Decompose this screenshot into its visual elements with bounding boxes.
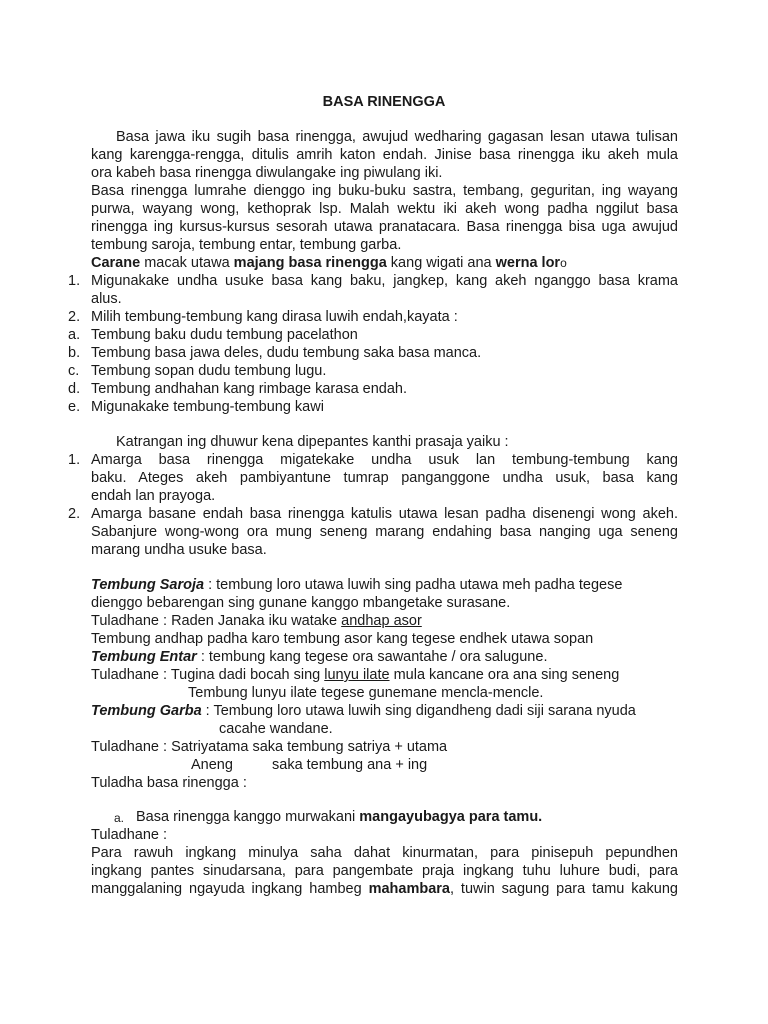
list-item-c: Tembung sopan dudu tembung lugu. — [91, 363, 327, 379]
list1-item1-line-2: alus. — [91, 291, 122, 307]
section-a-p3-text: manggalaning ngayuda ingkang hambeg — [91, 881, 369, 897]
section-a-para-line-3 — [91, 881, 678, 898]
section-a-p3-rest: , tuwin sagung para tamu kakung — [449, 881, 679, 897]
entar-example-label: Tuladhane : Tugina dadi bocah sing — [91, 667, 325, 683]
carane-bold-2: werna lor — [495, 255, 561, 271]
garba-example-1: Tuladhane : Satriyatama saka tembung satriya + utama — [91, 739, 448, 755]
saroja-term: Tembung Saroja — [91, 577, 205, 593]
carane-word: Carane — [91, 255, 141, 271]
garba-example-2-word: Aneng — [191, 757, 233, 773]
garba-term: Tembung Garba — [91, 703, 202, 719]
entar-example — [91, 667, 619, 684]
tuladha-heading: Tuladha basa rinengga : — [91, 775, 247, 791]
saroja-explanation: Tembung andhap padha karo tembung asor kang tegese endhek utawa sopan — [91, 631, 594, 647]
intro-p1-line-2: kang karengga-rengga, ditulis amrih katon endah. Jinise basa rinengga iku akeh mula — [91, 147, 678, 163]
katrangan-item2-number: 2. — [68, 506, 81, 522]
entar-term: Tembung Entar — [91, 649, 197, 665]
list1-item2-number: 2. — [68, 309, 81, 325]
list1-item1-number: 1. — [68, 273, 81, 289]
carane-text-3: o — [560, 256, 567, 270]
katrangan-item1-number: 1. — [68, 452, 81, 468]
section-a-text: Basa rinengga kanggo murwakani — [136, 809, 360, 825]
intro-p2-line-4: tembung saroja, tembung entar, tembung garba. — [91, 237, 402, 253]
intro-p1-line-3: ora kabeh basa rinengga diwulangake ing piwulang iki. — [91, 165, 443, 181]
katrangan-item2-line-3: marang undha usuke basa. — [91, 542, 267, 558]
katrangan-item1-line-2: baku. Ateges akeh pambiyantune tumrap panganggone undha usuk, basa kang — [91, 470, 678, 486]
garba-definition-line-2: cacahe wandane. — [219, 721, 333, 737]
saroja-definition-line-2: dienggo bebarengan sing gunane kanggo mbangetake surasane. — [91, 595, 511, 611]
intro-p2-line-3: rinengga ing kursus-kursus sesorah utawa pranatacara. Basa rinengga bisa uga awujud — [91, 219, 678, 235]
page-title: BASA RINENGGA — [322, 94, 446, 110]
list-letter-e: e. — [68, 399, 81, 415]
saroja-example — [91, 613, 422, 630]
list-item-b: Tembung basa jawa deles, dudu tembung saka basa manca. — [91, 345, 482, 361]
section-a-bold: mangayubagya para tamu. — [359, 809, 543, 825]
carane-text-2: kang wigati ana — [386, 255, 496, 271]
list-item-d: Tembung andhahan kang rimbage karasa endah. — [91, 381, 408, 397]
intro-p1-line-1: Basa jawa iku sugih basa rinengga, awujud wedharing gagasan lesan utawa tulisan — [116, 129, 678, 145]
saroja-example-label: Tuladhane : Raden Janaka iku watake — [91, 613, 342, 629]
list-item-e: Migunakake tembung-tembung kawi — [91, 399, 324, 415]
list1-item2-text: Milih tembung-tembung kang dirasa luwih endah,kayata : — [91, 309, 458, 325]
section-a-para-line-2: ingkang pantes sinudarsana, para pangembate praja ingkang tuhu luhure budi, para — [91, 863, 678, 879]
carane-line — [91, 255, 567, 272]
section-a-tuladhane: Tuladhane : — [91, 827, 168, 843]
garba-def-text: : Tembung loro utawa luwih sing digandheng dadi siji sarana nyuda — [201, 703, 636, 719]
katrangan-item1-line-3: endah lan prayoga. — [91, 488, 216, 504]
entar-example-rest: mula kancane ora ana sing seneng — [389, 667, 620, 683]
intro-p2-line-1: Basa rinengga lumrahe dienggo ing buku-buku sastra, tembang, geguritan, ing wayang — [91, 183, 678, 199]
section-a-letter: a. — [114, 811, 125, 825]
garba-example-2-rest: saka tembung ana + ing — [272, 757, 428, 773]
saroja-def-text: : tembung loro utawa luwih sing padha utawa meh padha tegese — [204, 577, 623, 593]
list-item-a: Tembung baku dudu tembung pacelathon — [91, 327, 358, 343]
katrangan-item2-line-1: Amarga basane endah basa rinengga katulis utawa lesan padha disenengi wong akeh. — [91, 506, 678, 522]
entar-example-word: lunyu ilate — [324, 667, 390, 683]
entar-def-text: : tembung kang tegese ora sawantahe / ora salugune. — [196, 649, 548, 665]
list-letter-d: d. — [68, 381, 81, 397]
section-a-para-line-1: Para rawuh ingkang minulya saha dahat kinurmatan, para pinisepuh pepundhen — [91, 845, 678, 861]
list-letter-a: a. — [68, 327, 81, 343]
section-a-p3-bold: mahambara — [368, 881, 450, 897]
saroja-definition-line-1 — [91, 577, 622, 594]
list-letter-c: c. — [68, 363, 80, 379]
katrangan-item1-line-1: Amarga basa rinengga migatekake undha usuk lan tembung-tembung kang — [91, 452, 678, 468]
list1-item1-line-1: Migunakake undha usuke basa kang baku, jangkep, kang akeh nganggo basa krama — [91, 273, 678, 289]
entar-explanation: Tembung lunyu ilate tegese gunemane mencla-mencle. — [188, 685, 544, 701]
entar-definition — [91, 649, 547, 666]
garba-definition-line-1 — [91, 703, 636, 720]
katrangan-intro: Katrangan ing dhuwur kena dipepantes kanthi prasaja yaiku : — [116, 434, 509, 450]
list-letter-b: b. — [68, 345, 81, 361]
carane-bold-1: majang basa rinengga — [233, 255, 387, 271]
intro-p2-line-2: purwa, wayang wong, kethoprak lsp. Malah wektu iki akeh wong padha nggilut basa — [91, 201, 678, 217]
section-a-heading — [136, 809, 542, 826]
katrangan-item2-line-2: Sabanjure wong-wong ora mung seneng marang endahing basa nanging uga seneng — [91, 524, 678, 540]
carane-text-1: macak utawa — [140, 255, 234, 271]
saroja-example-word: andhap asor — [341, 613, 422, 629]
